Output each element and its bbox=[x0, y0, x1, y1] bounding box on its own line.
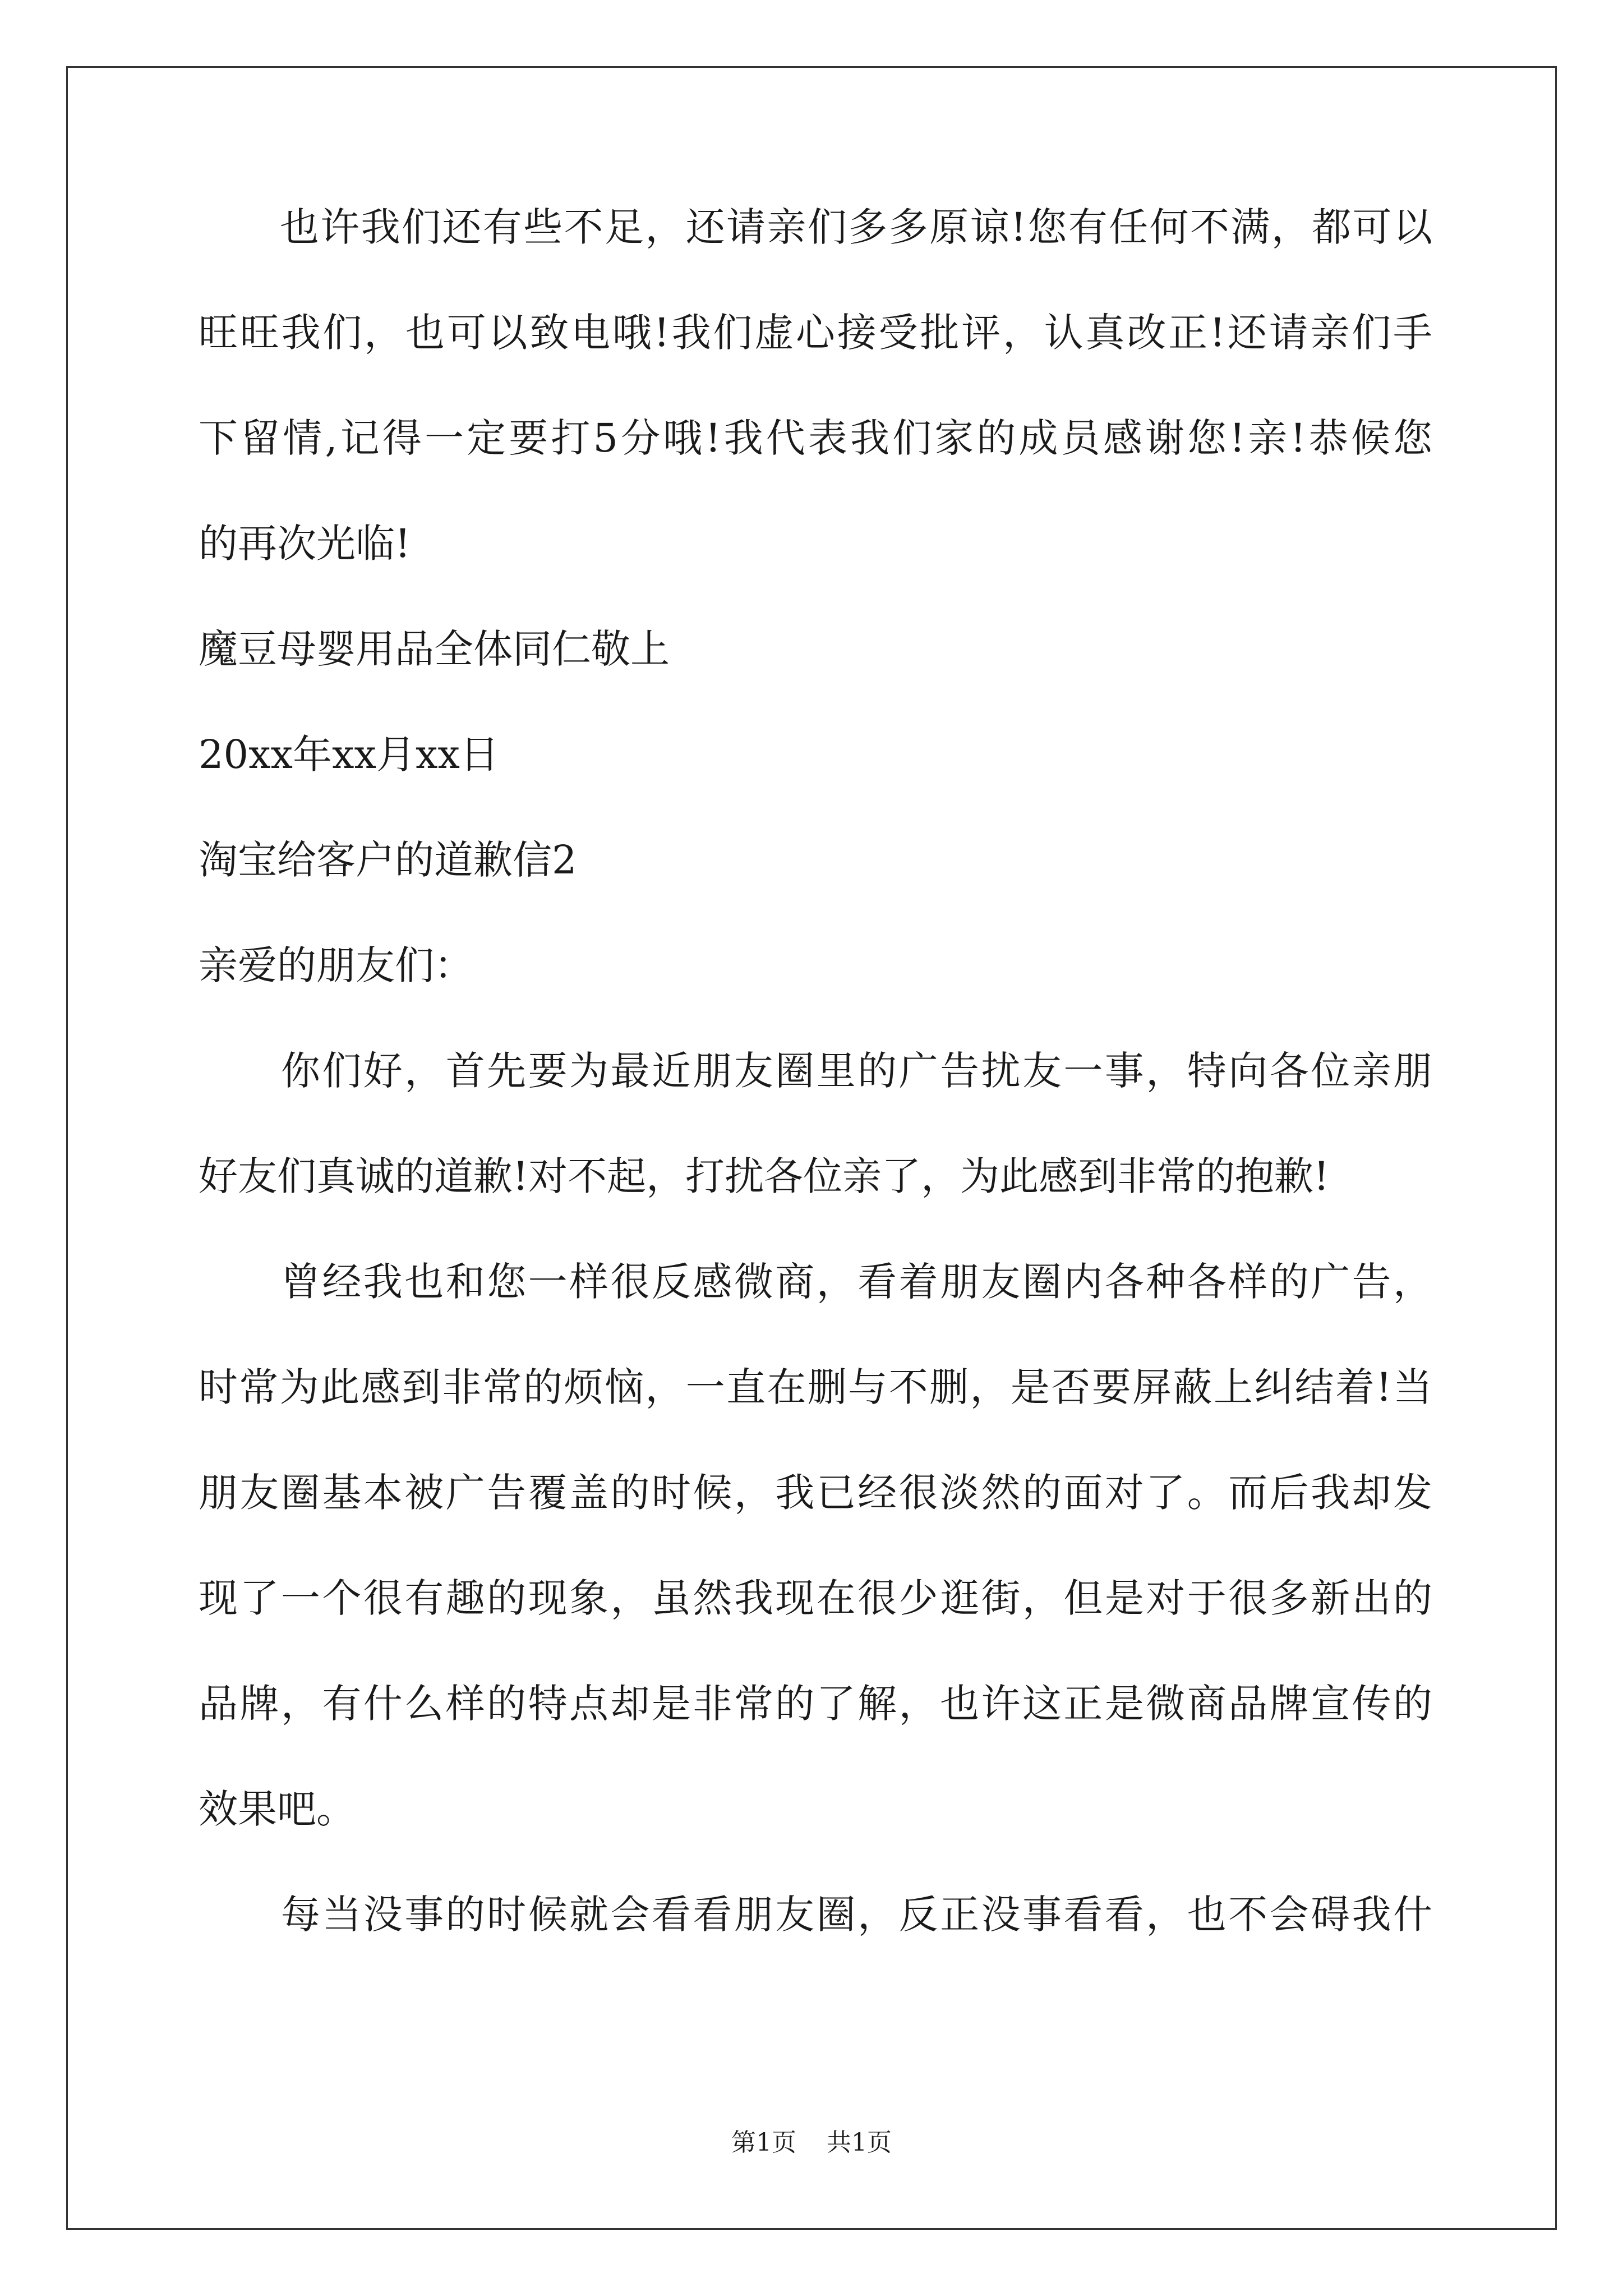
paragraph-line: 品牌，有什么样的特点却是非常的了解，也许这正是微商品牌宣传的 bbox=[199, 1681, 1432, 1727]
section-title: 淘宝给客户的道歉信2 bbox=[199, 837, 577, 883]
paragraph-line: 的再次光临! bbox=[199, 521, 411, 567]
paragraph-line: 旺旺我们，也可以致电哦!我们虚心接受批评，认真改正!还请亲们手 bbox=[199, 310, 1432, 356]
paragraph-line: 曾经我也和您一样很反感微商，看着朋友圈内各种各样的广告， bbox=[199, 1259, 1432, 1305]
signature-line: 魔豆母婴用品全体同仁敬上 bbox=[199, 626, 670, 672]
paragraph-line: 下留情,记得一定要打5分哦!我代表我们家的成员感谢您!亲!恭候您 bbox=[199, 415, 1432, 461]
page-number: 第1页 bbox=[731, 2128, 796, 2157]
paragraph-line: 时常为此感到非常的烦恼，一直在删与不删，是否要屏蔽上纠结着!当 bbox=[199, 1364, 1432, 1410]
paragraph-line: 好友们真诚的道歉!对不起，打扰各位亲了，为此感到非常的抱歉! bbox=[199, 1153, 1330, 1199]
paragraph-line: 每当没事的时候就会看看朋友圈，反正没事看看，也不会碍我什 bbox=[199, 1892, 1432, 1938]
paragraph-line: 也许我们还有些不足，还请亲们多多原谅!您有任何不满，都可以 bbox=[199, 204, 1432, 250]
page-footer bbox=[0, 2127, 1623, 2159]
page-total: 共1页 bbox=[827, 2128, 892, 2157]
date-line: 20xx年xx月xx日 bbox=[199, 731, 499, 777]
paragraph-line: 你们好，首先要为最近朋友圈里的广告扰友一事，特向各位亲朋 bbox=[199, 1048, 1432, 1094]
salutation: 亲爱的朋友们： bbox=[199, 942, 473, 988]
paragraph-line: 效果吧。 bbox=[199, 1786, 356, 1832]
paragraph-line: 朋友圈基本被广告覆盖的时候，我已经很淡然的面对了。而后我却发 bbox=[199, 1470, 1432, 1516]
paragraph-line: 现了一个很有趣的现象，虽然我现在很少逛街，但是对于很多新出的 bbox=[199, 1575, 1432, 1621]
